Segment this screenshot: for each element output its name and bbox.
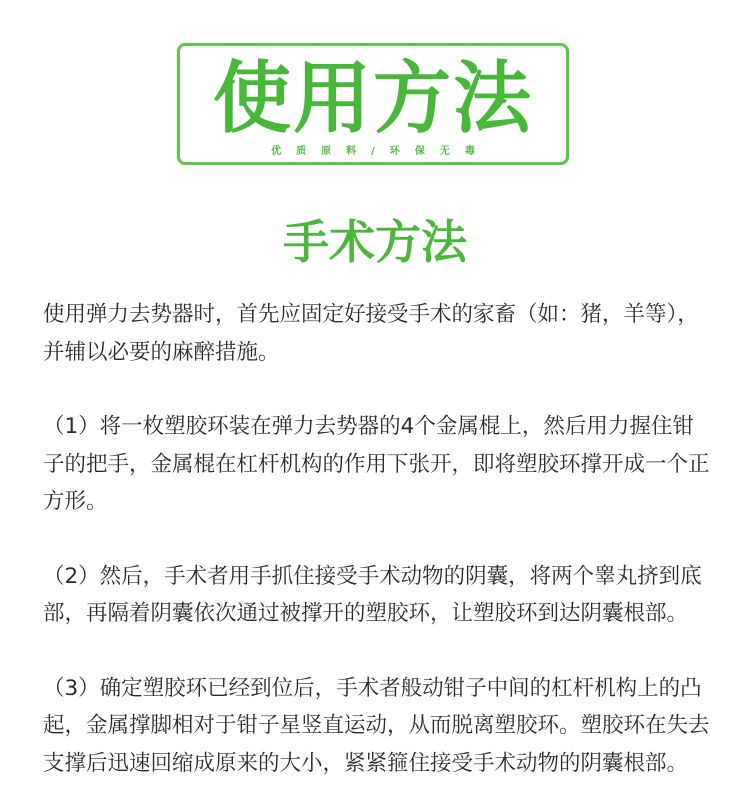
section-heading: 手术方法 [283, 215, 467, 269]
intro-paragraph: 使用弹力去势器时，首先应固定好接受手术的家畜（如：猪，羊等），并辅以必要的麻醉措施。 [43, 302, 699, 365]
step-3-paragraph: （3）确定塑胶环已经到位后，手术者般动钳子中间的杠杆机构上的凸起，金属撑脚相对于钳子星竖直运动，从而脱离塑胶环。塑胶环在失去支撑后迅速回缩成原来的大小，紧紧箍住接受手术动物的阴囊根部。 [43, 675, 710, 776]
step-2-paragraph: （2）然后，手术者用手抓住接受手术动物的阴囊，将两个睾丸挤到底部，再隔着阴囊依次通过被撑开的塑胶环，让塑胶环到达阴囊根部。 [43, 563, 702, 626]
page-subtitle: 优质原料/环保无毒 [271, 146, 490, 157]
title-banner [177, 43, 569, 165]
page-title: 使用方法 [212, 54, 533, 144]
instructions-body [43, 296, 711, 782]
step-1-paragraph: （1）将一枚塑胶环装在弹力去势器的4个金属棍上，然后用力握住钳子的把手，金属棍在杠杆机构的作用下张开，即将塑胶环撑开成一个正方形。 [43, 414, 710, 514]
